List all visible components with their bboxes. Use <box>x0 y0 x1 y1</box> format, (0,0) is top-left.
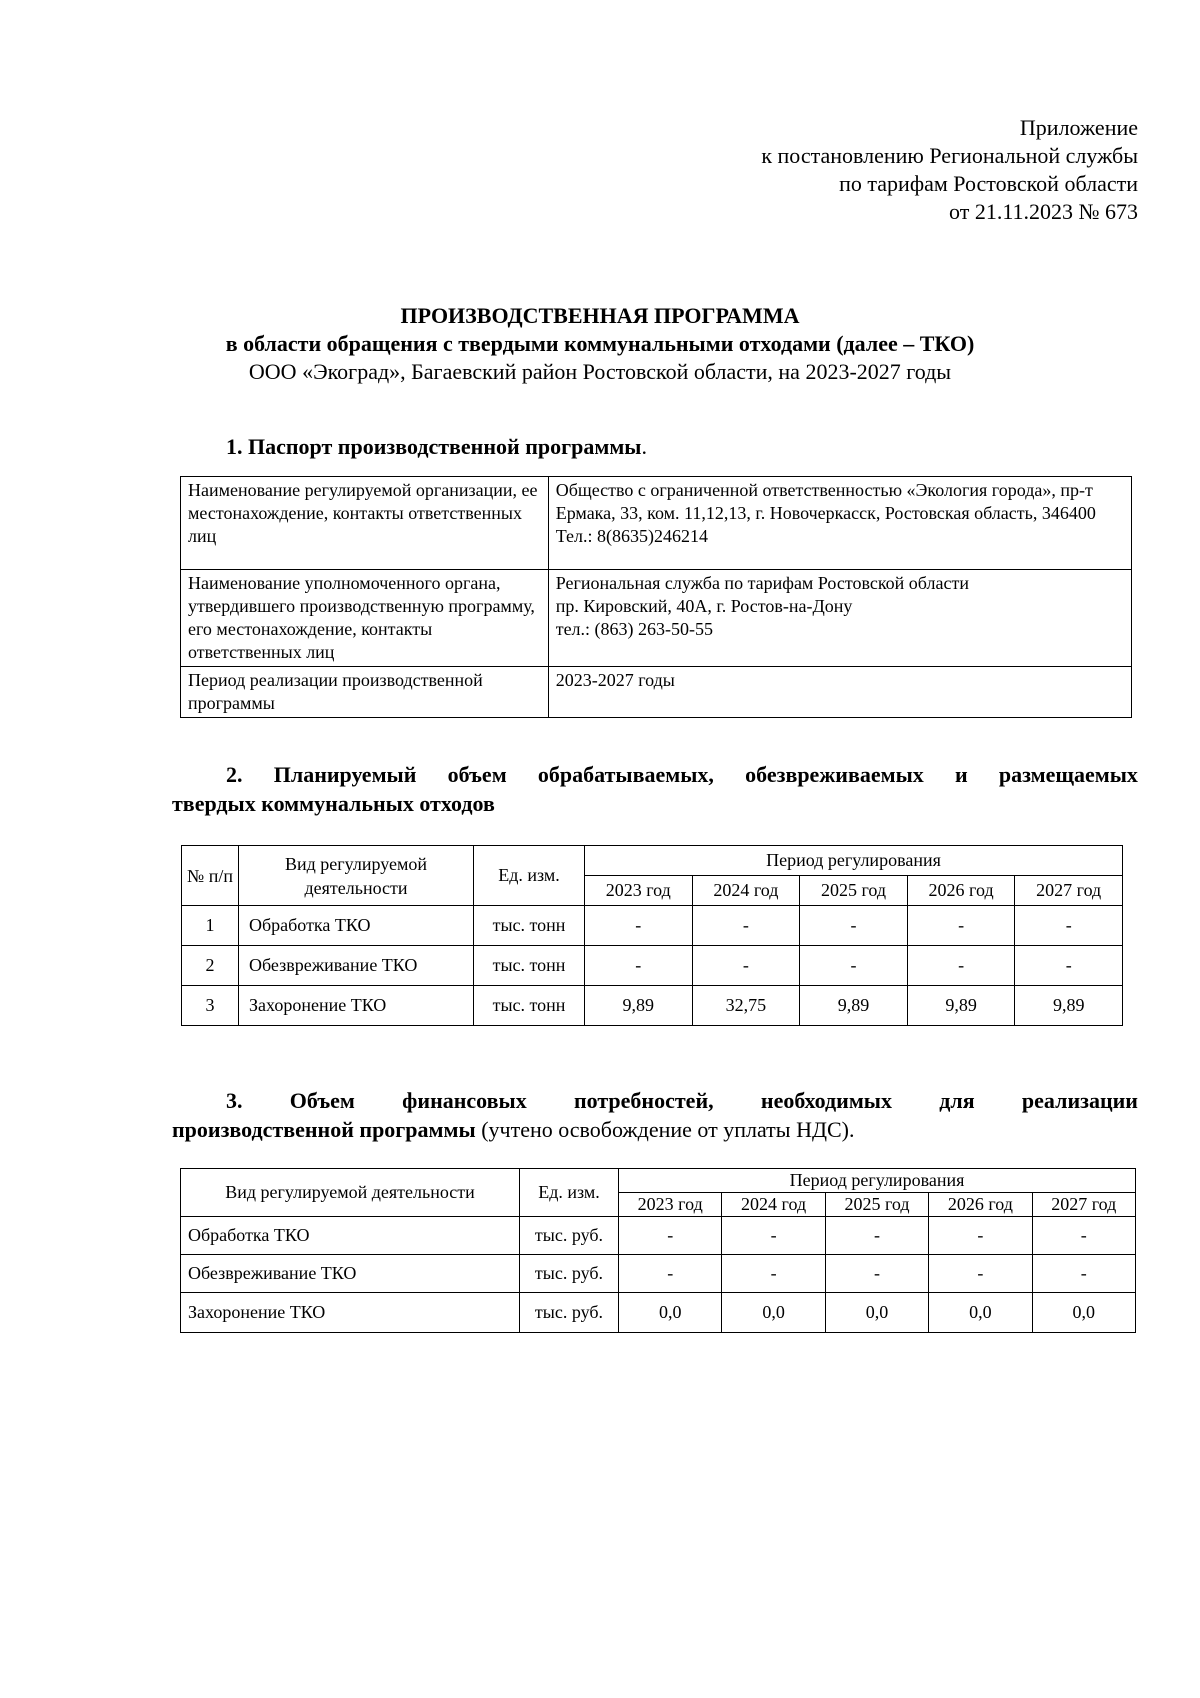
heading-word: объем <box>447 762 507 787</box>
passport-value-line: Общество с ограниченной ответственностью «Экология города», пр-т Ермака, 33, ком. 11,12,13, г. Новочеркасск, Ростовская область, 346400 <box>555 480 1096 523</box>
col-header-year: 2023 год <box>619 1193 722 1217</box>
heading-word: финансовых <box>402 1088 527 1113</box>
row-value: - <box>585 946 693 986</box>
row-unit: тыс. руб. <box>520 1217 619 1255</box>
row-activity: Захоронение ТКО <box>181 1293 520 1333</box>
row-value: 9,89 <box>907 986 1015 1026</box>
row-unit: тыс. тонн <box>474 906 585 946</box>
table-row <box>181 667 1132 718</box>
passport-value-line: Региональная служба по тарифам Ростовской области <box>555 573 969 593</box>
heading-word: 2. <box>226 762 243 787</box>
col-header-year: 2025 год <box>825 1193 928 1217</box>
appendix-line: от 21.11.2023 № 673 <box>949 199 1138 224</box>
heading-word: для <box>939 1088 975 1113</box>
row-activity: Обезвреживание ТКО <box>239 946 474 986</box>
title-main: ПРОИЗВОДСТВЕННАЯ ПРОГРАММА <box>400 303 800 328</box>
row-unit: тыс. тонн <box>474 986 585 1026</box>
passport-value-line: 2023-2027 годы <box>555 670 675 690</box>
row-unit: тыс. руб. <box>520 1293 619 1333</box>
title-org-line: ООО «Экоград», Багаевский район Ростовской области, на 2023-2027 годы <box>248 359 952 384</box>
row-value: - <box>619 1255 722 1293</box>
row-value: 0,0 <box>825 1293 928 1333</box>
heading-word: Планируемый <box>273 762 417 787</box>
heading-word: и <box>955 762 968 787</box>
row-value: 9,89 <box>585 986 693 1026</box>
row-value: - <box>929 1217 1032 1255</box>
section3-heading <box>172 1086 1138 1144</box>
table-row <box>182 986 1123 1026</box>
appendix-line: по тарифам Ростовской области <box>839 171 1138 196</box>
passport-label: Наименование регулируемой организации, ее местонахождение, контакты ответственных лиц <box>181 477 549 570</box>
row-value: - <box>800 946 908 986</box>
heading-word: реализации <box>1021 1088 1138 1113</box>
table-row <box>181 1255 1136 1293</box>
row-value: 0,0 <box>929 1293 1032 1333</box>
col-header-year: 2026 год <box>907 876 1015 906</box>
table-row <box>182 906 1123 946</box>
row-value: - <box>800 906 908 946</box>
col-header-period: Период регулирования <box>585 846 1123 876</box>
table-row <box>181 570 1132 667</box>
row-value: - <box>907 906 1015 946</box>
table-row <box>181 1293 1136 1333</box>
col-header-unit: Ед. изм. <box>474 846 585 906</box>
section3-heading-bold: производственной программы <box>172 1117 476 1142</box>
row-unit: тыс. тонн <box>474 946 585 986</box>
row-num: 1 <box>182 906 239 946</box>
appendix-line: Приложение <box>1019 115 1138 140</box>
col-header-year: 2024 год <box>692 876 800 906</box>
title-subtitle: в области обращения с твердыми коммунальными отходами (далее – ТКО) <box>225 331 975 356</box>
row-value: - <box>929 1255 1032 1293</box>
table-row <box>181 1217 1136 1255</box>
row-value: - <box>619 1217 722 1255</box>
volume-table <box>181 845 1123 1026</box>
passport-value-line: Тел.: 8(8635)246214 <box>555 526 708 546</box>
row-value: - <box>692 946 800 986</box>
col-header-num: № п/п <box>182 846 239 906</box>
row-value: - <box>1015 946 1123 986</box>
section1-heading-tail: . <box>641 434 647 459</box>
col-header-year: 2023 год <box>585 876 693 906</box>
col-header-unit: Ед. изм. <box>520 1169 619 1217</box>
row-value: 0,0 <box>619 1293 722 1333</box>
appendix-header <box>761 114 1138 226</box>
col-header-year: 2027 год <box>1015 876 1123 906</box>
row-activity: Обработка ТКО <box>181 1217 520 1255</box>
row-value: 9,89 <box>1015 986 1123 1026</box>
row-value: - <box>1032 1217 1135 1255</box>
passport-table <box>180 476 1132 718</box>
row-value: 0,0 <box>1032 1293 1135 1333</box>
col-header-year: 2027 год <box>1032 1193 1135 1217</box>
passport-label: Период реализации производственной программы <box>181 667 549 718</box>
section3-heading-rest: (учтено освобождение от уплаты НДС). <box>475 1117 855 1142</box>
heading-word: 3. <box>226 1088 243 1113</box>
section1-heading <box>226 433 647 461</box>
table-row <box>181 477 1132 570</box>
section2-heading-line1 <box>172 760 1138 789</box>
heading-word: размещаемых <box>998 762 1138 787</box>
col-header-activity: Вид регулируемой деятельности <box>239 846 474 906</box>
passport-label: Наименование уполномоченного органа, утвердившего производственную программу, его местонахождение, контакты ответственных лиц <box>181 570 549 667</box>
document-title <box>0 302 1200 386</box>
heading-word: Объем <box>289 1088 355 1113</box>
passport-value <box>548 667 1131 718</box>
section3-heading-line1 <box>172 1086 1138 1115</box>
row-value: 32,75 <box>692 986 800 1026</box>
section2-heading-line2: твердых коммунальных отходов <box>172 791 495 816</box>
heading-word: обезвреживаемых <box>745 762 924 787</box>
passport-value-line: пр. Кировский, 40А, г. Ростов-на-Дону <box>555 596 853 616</box>
col-header-year: 2024 год <box>722 1193 825 1217</box>
finance-table <box>180 1168 1136 1333</box>
appendix-line: к постановлению Региональной службы <box>761 143 1138 168</box>
row-unit: тыс. руб. <box>520 1255 619 1293</box>
row-num: 3 <box>182 986 239 1026</box>
row-activity: Обезвреживание ТКО <box>181 1255 520 1293</box>
row-activity: Захоронение ТКО <box>239 986 474 1026</box>
section1-heading-text: 1. Паспорт производственной программы <box>226 434 642 459</box>
col-header-year: 2026 год <box>929 1193 1032 1217</box>
heading-word: обрабатываемых, <box>537 762 714 787</box>
passport-value <box>548 570 1131 667</box>
section3-heading-line2 <box>172 1115 1138 1144</box>
passport-value-line: тел.: (863) 263-50-55 <box>555 619 714 639</box>
row-value: - <box>825 1217 928 1255</box>
row-value: 9,89 <box>800 986 908 1026</box>
table-header-row <box>181 1169 1136 1193</box>
col-header-year: 2025 год <box>800 876 908 906</box>
row-value: - <box>907 946 1015 986</box>
table-header-row <box>182 846 1123 876</box>
row-value: - <box>585 906 693 946</box>
row-value: - <box>692 906 800 946</box>
passport-value <box>548 477 1131 570</box>
row-value: - <box>1015 906 1123 946</box>
row-value: - <box>1032 1255 1135 1293</box>
row-value: - <box>825 1255 928 1293</box>
table-row <box>182 946 1123 986</box>
row-value: 0,0 <box>722 1293 825 1333</box>
section2-heading <box>172 760 1138 818</box>
col-header-activity: Вид регулируемой деятельности <box>181 1169 520 1217</box>
row-value: - <box>722 1255 825 1293</box>
col-header-period: Период регулирования <box>619 1169 1136 1193</box>
row-activity: Обработка ТКО <box>239 906 474 946</box>
heading-word: необходимых <box>760 1088 892 1113</box>
heading-word: потребностей, <box>573 1088 714 1113</box>
row-value: - <box>722 1217 825 1255</box>
row-num: 2 <box>182 946 239 986</box>
